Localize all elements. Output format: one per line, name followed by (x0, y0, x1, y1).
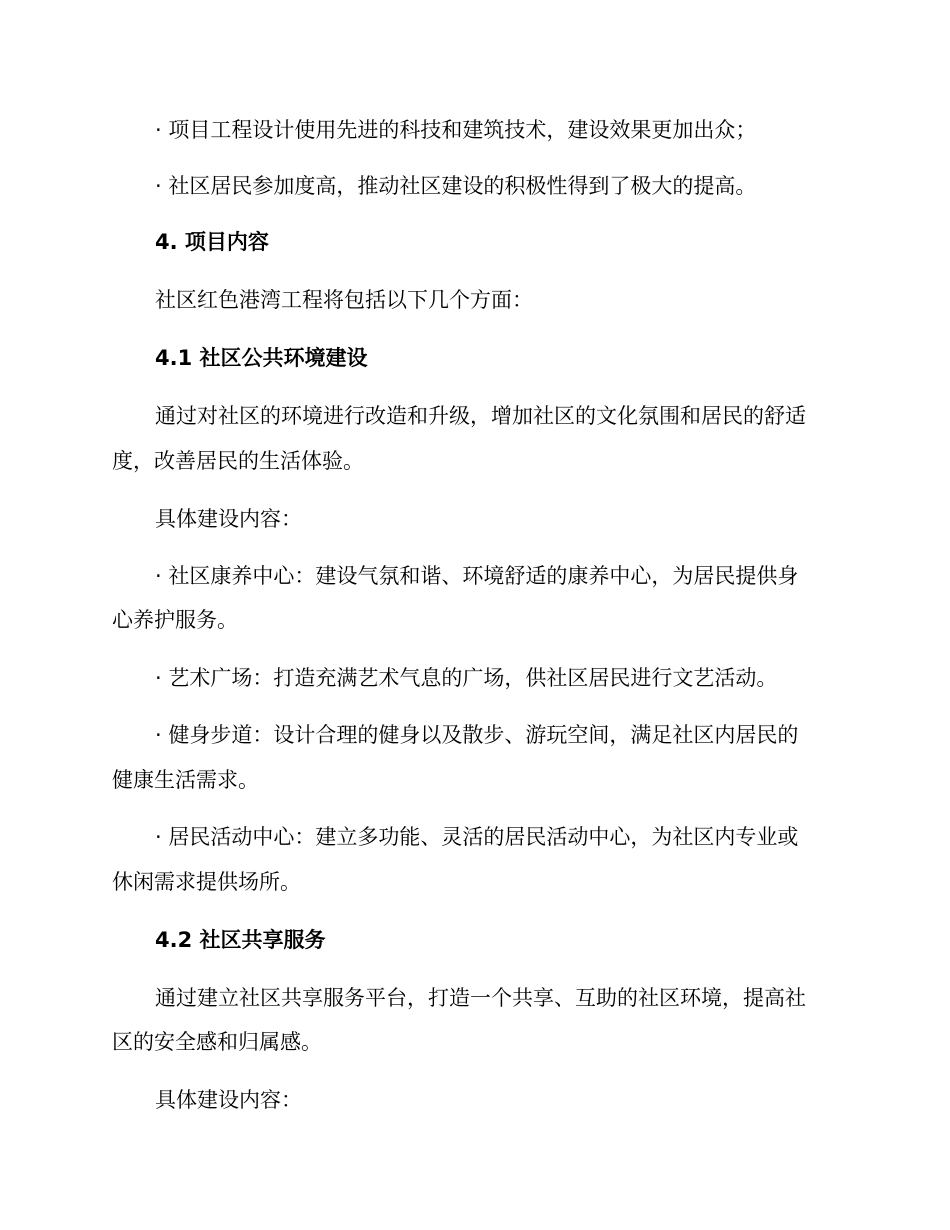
bullet-advanced-technology: · 项目工程设计使用先进的科技和建筑技术，建设效果更加出众； (155, 118, 757, 142)
bullet-fitness-trail-line-2: 健康生活需求。 (112, 768, 259, 792)
subsection-heading-public-environment: 4.1 社区公共环境建设 (155, 346, 368, 370)
specific-content-label-1: 具体建设内容： (155, 507, 302, 531)
specific-content-label-2: 具体建设内容： (155, 1088, 302, 1112)
bullet-health-center-line-1: · 社区康养中心：建设气氛和谐、环境舒适的康养中心，为居民提供身 (155, 564, 799, 588)
bullet-health-center-line-2: 心养护服务。 (112, 608, 238, 632)
bullet-fitness-trail-line-1: · 健身步道：设计合理的健身以及散步、游玩空间，满足社区内居民的 (155, 723, 799, 747)
bullet-art-square: · 艺术广场：打造充满艺术气息的广场，供社区居民进行文艺活动。 (155, 666, 778, 690)
bullet-resident-participation: · 社区居民参加度高，推动社区建设的积极性得到了极大的提高。 (155, 174, 757, 198)
bullet-activity-center-line-1: · 居民活动中心：建立多功能、灵活的居民活动中心，为社区内专业或 (155, 825, 799, 849)
paragraph-public-environment-line-2: 度，改善居民的生活体验。 (112, 449, 364, 473)
paragraph-shared-services-line-2: 区的安全感和归属感。 (112, 1030, 322, 1054)
paragraph-public-environment-line-1: 通过对社区的环境进行改造和升级，增加社区的文化氛围和居民的舒适 (155, 404, 806, 428)
subsection-heading-shared-services: 4.2 社区共享服务 (155, 928, 326, 952)
paragraph-shared-services-line-1: 通过建立社区共享服务平台，打造一个共享、互助的社区环境，提高社 (155, 986, 806, 1010)
bullet-activity-center-line-2: 休闲需求提供场所。 (112, 870, 301, 894)
section-heading-project-content: 4. 项目内容 (155, 230, 269, 254)
intro-paragraph: 社区红色港湾工程将包括以下几个方面： (155, 288, 533, 312)
